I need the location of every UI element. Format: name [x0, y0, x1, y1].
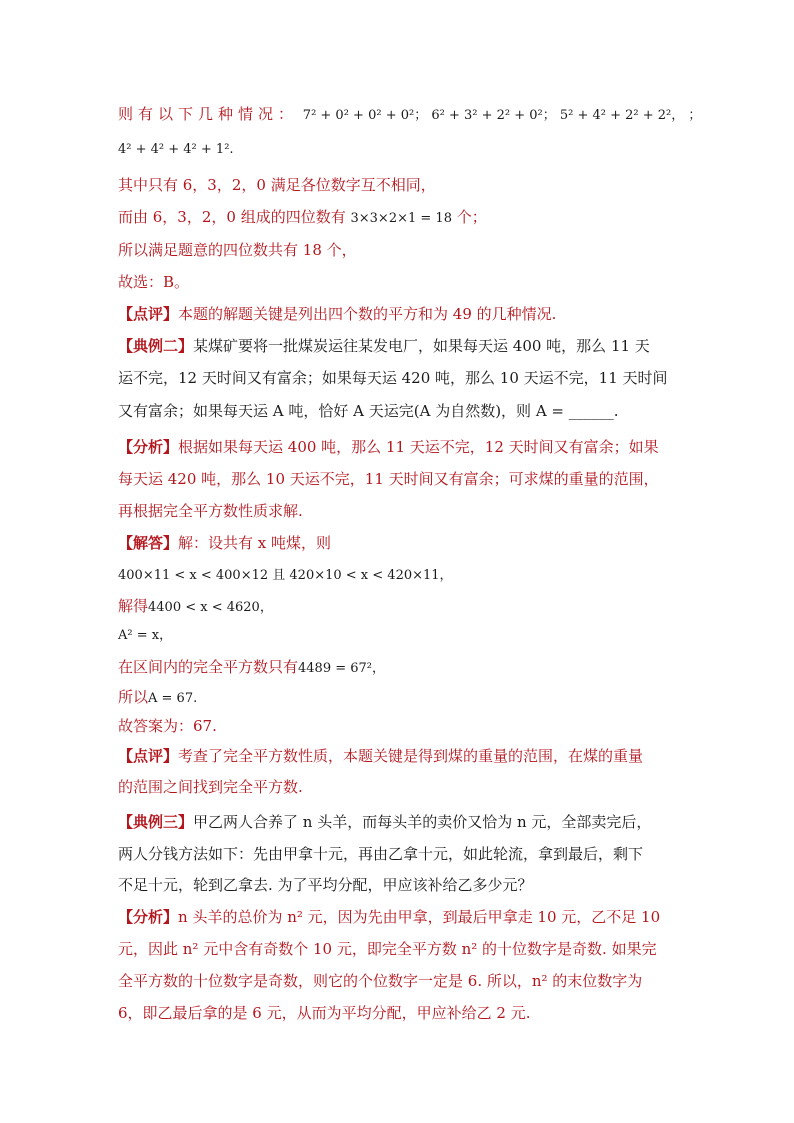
comment-tag: 【点评】 [118, 305, 179, 323]
result-line: 所以A = 67. [118, 688, 198, 706]
analysis-3-line-4: 6，即乙最后拿的是 6 元，从而为平均分配，甲应补给乙 2 元. [118, 1004, 531, 1022]
analysis-3-line-3: 全平方数的十位数字是奇数，则它的个位数字一定是 6. 所以，n² 的末位数字为 [118, 972, 643, 990]
example-3-line-3: 不足十元，轮到乙拿去. 为了平均分配，甲应该补给乙多少元？ [118, 876, 533, 894]
square-equation-line: A² = x， [118, 628, 173, 643]
comment-tag: 【点评】 [118, 747, 179, 765]
count-line: 而由 6，3，2，0 组成的四位数有 3×3×2×1 = 18 个； [118, 208, 487, 226]
example-2-line-2: 运不完，12 天时间又有富余；如果每天运 420 吨，那么 10 天运不完，11 天时间 [118, 369, 668, 387]
example-tag: 【典例三】 [118, 813, 194, 831]
example-3-line-2: 两人分钱方法如下：先由甲拿十元，再由乙拿十元，如此轮流，拿到最后，剩下 [118, 845, 644, 863]
analysis-3-line-2: 元，因此 n² 元中含有奇数个 10 元，即完全平方数 n² 的十位数字是奇数. 如果完 [118, 940, 657, 958]
solution-2-line-1: 【解答】解：设共有 x 吨煤，则 [118, 534, 332, 552]
case-last-expression: 4² + 4² + 4² + 1². [118, 142, 234, 157]
analysis-2-line-1: 【分析】根据如果每天运 400 吨，那么 11 天运不完，12 天时间又有富余；如果 [118, 438, 659, 456]
count-formula: 3×3×2×1 = 18 [350, 211, 452, 226]
unique-digits-line: 其中只有 6，3，2，0 满足各位数字互不相同， [118, 176, 436, 194]
answer-choice-line: 故选：B。 [118, 273, 190, 291]
comment-2-line-2: 的范围之间找到完全平方数. [118, 778, 303, 796]
example-tag: 【典例二】 [118, 337, 194, 355]
case-list-line [118, 104, 701, 126]
example-2-line-3: 又有富余；如果每天运 A 吨，恰好 A 天运完(A 为自然数)，则 A = ______. [118, 402, 619, 420]
range-line: 解得4400 < x < 4620， [118, 597, 273, 615]
example-3-line-1: 【典例三】甲乙两人合养了 n 头羊，而每头羊的卖价又恰为 n 元，全部卖完后， [118, 813, 652, 831]
solution-tag: 【解答】 [118, 534, 179, 552]
inequality-line: 400×11 < x < 400×12 且 420×10 < x < 420×11， [118, 568, 453, 583]
analysis-tag: 【分析】 [118, 438, 179, 456]
analysis-2-line-2: 每天运 420 吨，那么 10 天运不完，11 天时间又有富余；可求煤的重量的范围， [118, 470, 659, 488]
analysis-tag: 【分析】 [118, 908, 179, 926]
analysis-3-line-1: 【分析】n 头羊的总价为 n² 元，因为先由甲拿，到最后甲拿走 10 元，乙不足 10 [118, 908, 661, 926]
case-intro: 则有以下几种情况： [118, 105, 299, 123]
answer-line: 故答案为：67. [118, 717, 217, 735]
case-expressions: 7² + 0² + 0² + 0²； 6² + 3² + 2² + 0²； 5² + 4² + 2² + 2²， ； [302, 108, 702, 123]
comment-1: 【点评】本题的解题关键是列出四个数的平方和为 49 的几种情况. [118, 305, 557, 323]
perfect-square-line: 在区间内的完全平方数只有4489 = 67²， [118, 658, 386, 676]
comment-2-line-1: 【点评】考查了完全平方数性质，本题关键是得到煤的重量的范围，在煤的重量 [118, 747, 644, 765]
analysis-2-line-3: 再根据完全平方数性质求解. [118, 502, 303, 520]
total-line: 所以满足题意的四位数共有 18 个， [118, 241, 357, 259]
example-2-line-1: 【典例二】某煤矿要将一批煤炭运往某发电厂，如果每天运 400 吨，那么 11 天 [118, 337, 650, 355]
